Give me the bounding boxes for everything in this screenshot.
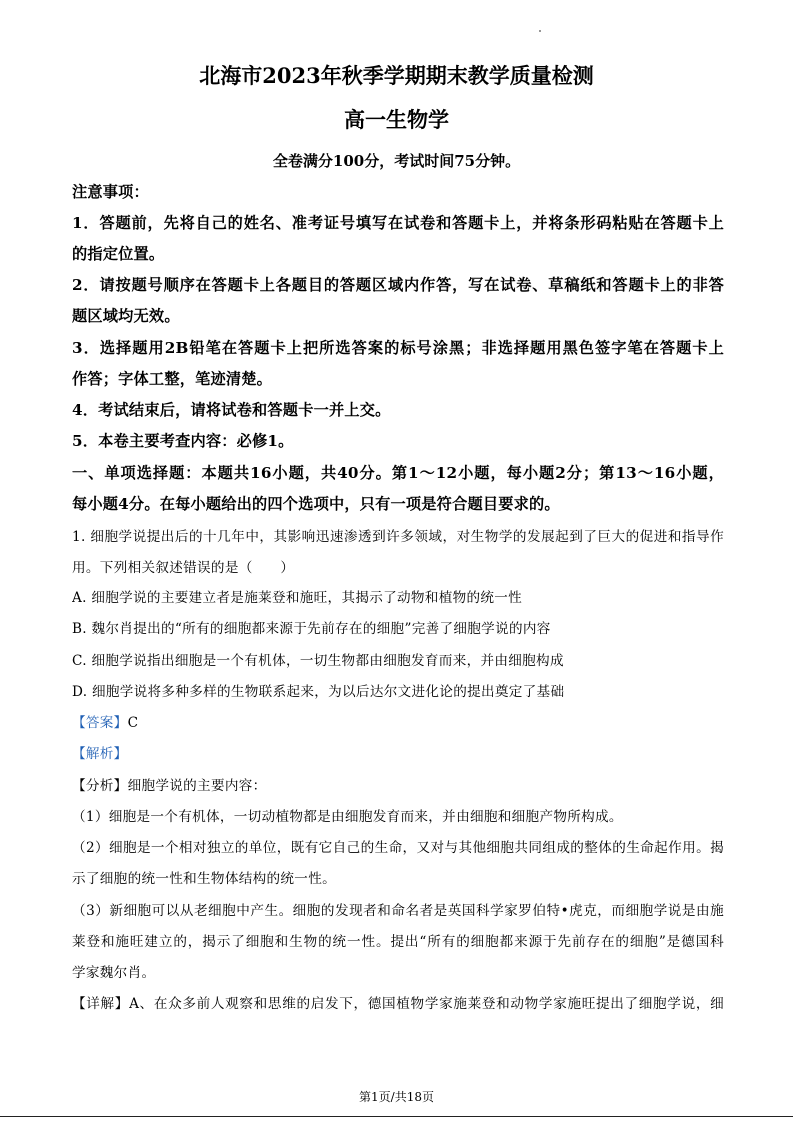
notice-line: 2．请按题号顺序在答题卡上各题目的答题区域内作答，写在试卷、草稿纸和答题卡上的非答 <box>72 276 724 294</box>
section-heading: 每小题4分。在每小题给出的四个选项中，只有一项是符合题目要求的。 <box>72 495 560 513</box>
option-a: A. 细胞学说的主要建立者是施莱登和施旺，其揭示了动物和植物的统一性 <box>72 590 523 606</box>
exam-info: 全卷满分100分，考试时间75分钟。 <box>272 152 521 170</box>
page-bottom-edge <box>0 1116 793 1117</box>
answer-value: C <box>127 715 139 731</box>
question-stem: 1. 细胞学说提出后的十几年中，其影响迅速渗透到许多领域，对生物学的发展起到了巨大的促进和指导作 <box>72 529 724 545</box>
scan-dot <box>539 30 541 32</box>
notice-line: 的指定位置。 <box>72 245 165 263</box>
analysis-point: （3）新细胞可以从老细胞中产生。细胞的发现者和命名者是英国科学家罗伯特•虎克，而细胞学说是由施 <box>72 903 724 919</box>
notice-line: 3．选择题用2B铅笔在答题卡上把所选答案的标号涂黑；非选择题用黑色签字笔在答题卡上 <box>72 339 724 357</box>
notice-line: 5．本卷主要考查内容：必修1。 <box>72 432 294 450</box>
fenxi-text: 细胞学说的主要内容： <box>127 778 267 794</box>
fenxi-label: 【分析】 <box>72 778 128 794</box>
option-b: B. 魏尔肖提出的“所有的细胞都来源于先前存在的细胞”完善了细胞学说的内容 <box>72 621 551 637</box>
notice-line: 题区域均无效。 <box>72 307 180 325</box>
option-c: C. 细胞学说指出细胞是一个有机体，一切生物都由细胞发育而来，并由细胞构成 <box>72 653 564 669</box>
answer-line <box>72 711 724 731</box>
notice-line: 4．考试结束后，请将试卷和答题卡一并上交。 <box>72 401 391 419</box>
analysis-point: 莱登和施旺建立的，揭示了细胞和生物的统一性。提出“所有的细胞都来源于先前存在的细胞”是德国科 <box>72 934 724 950</box>
analysis-point: 学家魏尔肖。 <box>72 965 156 981</box>
notice-line: 作答；字体工整，笔迹清楚。 <box>72 370 273 388</box>
answer-label: 【答案】 <box>72 715 128 731</box>
analysis-point: （1）细胞是一个有机体，一切动植物都是由细胞发育而来，并由细胞和细胞产物所构成。 <box>72 809 623 825</box>
notice-line: 1．答题前，先将自己的姓名、准考证号填写在试卷和答题卡上，并将条形码粘贴在答题卡上 <box>72 214 724 232</box>
section-heading: 一、单项选择题：本题共16小题，共40分。第1～12小题，每小题2分；第13～16小题， <box>72 464 724 482</box>
exam-title: 北海市2023年秋季学期期末教学质量检测 <box>199 63 594 88</box>
analysis-point: （2）细胞是一个相对独立的单位，既有它自己的生命，又对与其他细胞共同组成的整体的生命起作用。揭 <box>72 840 724 856</box>
xiangjie-text: A、在众多前人观察和思维的启发下，德国植物学家施莱登和动物学家施旺提出了细胞学说，细 <box>129 996 724 1012</box>
analysis-label: 【解析】 <box>72 746 128 762</box>
analysis-line <box>72 742 724 762</box>
subject-title: 高一生物学 <box>344 107 449 132</box>
question-stem: 用。下列相关叙述错误的是（ ） <box>72 560 295 576</box>
page-number: 第1页/共18页 <box>359 1090 434 1104</box>
option-d: D. 细胞学说将多种多样的生物联系起来，为以后达尔文进化论的提出奠定了基础 <box>72 684 565 700</box>
fenxi-line <box>72 774 724 794</box>
xiangjie-label: 【详解】 <box>72 996 130 1012</box>
analysis-point: 示了细胞的统一性和生物体结构的统一性。 <box>72 871 336 887</box>
notice-heading: 注意事项： <box>72 183 149 201</box>
xiangjie-line <box>72 992 724 1012</box>
